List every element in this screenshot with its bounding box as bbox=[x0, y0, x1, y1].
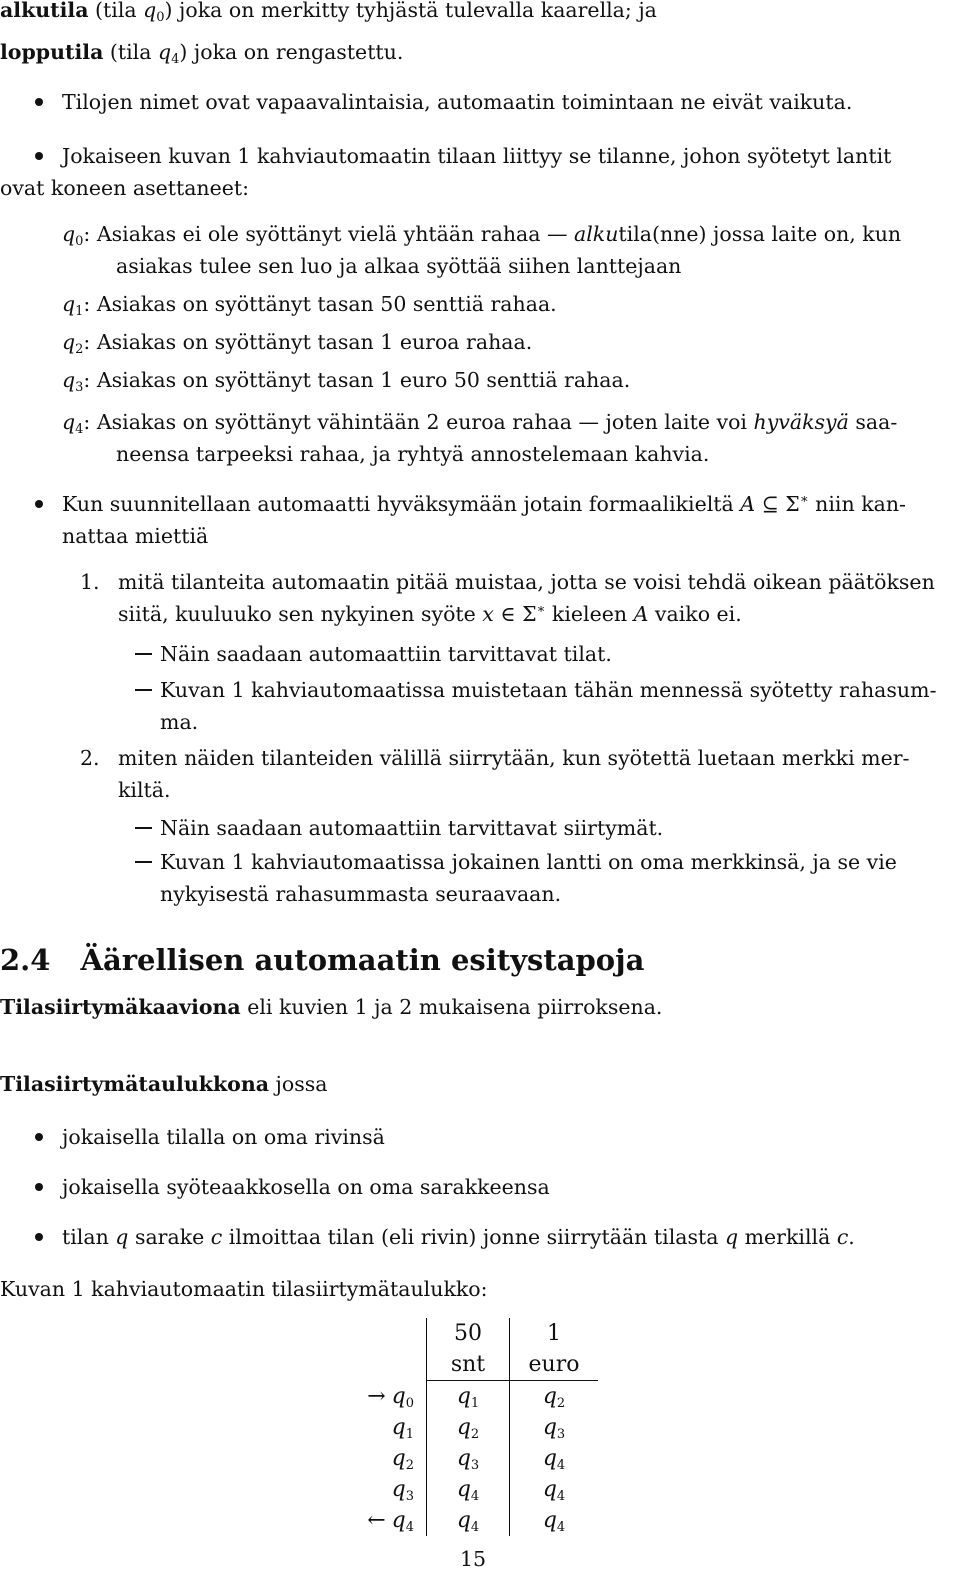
transition-table bbox=[340, 1318, 598, 1536]
alkutila-term: alkutila bbox=[0, 0, 89, 22]
kun-line: Kun suunnitellaan automaatti hyväksymään jotain formaalikieltä A ⊆ Σ∗ niin kan- bbox=[62, 492, 906, 516]
bullet-text: jokaisella tilalla on oma rivinsä bbox=[62, 1125, 385, 1149]
table-row: $q_3$ $q_4$ $q_4$ bbox=[340, 1474, 598, 1505]
dash-item-text: Näin saadaan automaattiin tarvittavat tilat. bbox=[160, 642, 612, 666]
paragraph-table: Tilasiirtymätaulukkona jossa bbox=[0, 1072, 328, 1096]
section-title: Äärellisen automaatin esitystapoja bbox=[80, 943, 645, 977]
table-row: → $q_0$ $q_1$ $q_2$ bbox=[340, 1381, 598, 1413]
dash-mark bbox=[135, 827, 152, 829]
dash-item-text: Kuvan 1 kahviautomaatissa jokainen lantti on oma merkkinsä, ja se vie bbox=[160, 850, 897, 874]
state-q3-desc: $q_3$: Asiakas on syöttänyt tasan 1 euro 50 senttiä rahaa. bbox=[62, 368, 631, 395]
dash-item-text: Näin saadaan automaattiin tarvittavat siirtymät. bbox=[160, 816, 664, 840]
final-arrow-icon: ← bbox=[367, 1508, 386, 1533]
enum-item-text-cont: siitä, kuuluuko sen nykyinen syöte x ∈ Σ∗ kieleen A vaiko ei. bbox=[118, 602, 742, 626]
bullet-dot bbox=[35, 1233, 43, 1241]
kun-line-cont: nattaa miettiä bbox=[62, 524, 209, 548]
enum-item-text-cont: kiltä. bbox=[118, 778, 171, 802]
bullet-dot bbox=[35, 98, 43, 106]
table-row: ← $q_4$ $q_4$ $q_4$ bbox=[340, 1505, 598, 1536]
column-header: 50 snt bbox=[427, 1318, 510, 1381]
start-arrow-icon: → bbox=[367, 1383, 386, 1409]
enum-number: 1. bbox=[80, 570, 100, 594]
bullet-text: Tilojen nimet ovat vapaavalintaisia, automaatin toimintaan ne eivät vaikuta. bbox=[62, 90, 853, 114]
table-header-row bbox=[340, 1318, 598, 1381]
state-q1-desc: $q_1$: Asiakas on syöttänyt tasan 50 senttiä rahaa. bbox=[62, 292, 557, 319]
dash-item-text-cont: nykyisestä rahasummasta seuraavaan. bbox=[160, 882, 562, 906]
bullet-text: jokaisella syöteaakkosella on oma sarakkeensa bbox=[62, 1175, 550, 1199]
state-q4-desc: $q_4$: Asiakas on syöttänyt vähintään 2 euroa rahaa — joten laite voi hyväksyä saa- bbox=[62, 410, 898, 437]
state-q0-desc-cont: asiakas tulee sen luo ja alkaa syöttää siihen lanttejaan bbox=[116, 254, 682, 278]
state-q4-desc-cont: neensa tarpeeksi rahaa, ja ryhtyä annostelemaan kahvia. bbox=[116, 442, 710, 466]
lopputila-line: lopputila (tila $q_4$) joka on rengastettu. bbox=[0, 40, 404, 67]
enum-item-text: mitä tilanteita automaatin pitää muistaa, jotta se voisi tehdä oikean päätöksen bbox=[118, 570, 935, 594]
bullet-text: Jokaiseen kuvan 1 kahviautomaatin tilaan liittyy se tilanne, johon syötetyt lantit bbox=[62, 144, 892, 168]
state-q0-desc: $q_0$: Asiakas ei ole syöttänyt vielä yhtään rahaa — alkutila(nne) jossa laite on, kun bbox=[62, 222, 902, 249]
enum-number: 2. bbox=[80, 746, 100, 770]
dash-item-text-cont: ma. bbox=[160, 710, 199, 734]
table-caption: Kuvan 1 kahviautomaatin tilasiirtymätaulukko: bbox=[0, 1277, 488, 1301]
lopputila-term: lopputila bbox=[0, 40, 104, 64]
bullet-dot bbox=[35, 1183, 43, 1191]
table-row: $q_1$ $q_2$ $q_3$ bbox=[340, 1412, 598, 1443]
bullet-text: tilan q sarake c ilmoittaa tilan (eli rivin) jonne siirrytään tilasta q merkillä c. bbox=[62, 1225, 855, 1249]
bullet-dot bbox=[35, 500, 43, 508]
section-heading bbox=[0, 942, 644, 978]
dash-mark bbox=[135, 861, 152, 863]
dash-mark bbox=[135, 653, 152, 655]
column-header: 1 euro bbox=[510, 1318, 599, 1381]
enum-item-text: miten näiden tilanteiden välillä siirrytään, kun syötettä luetaan merkki mer- bbox=[118, 746, 910, 770]
bullet-text-cont: ovat koneen asettaneet: bbox=[0, 176, 250, 200]
dash-mark bbox=[135, 689, 152, 691]
paragraph-diagram: Tilasiirtymäkaaviona eli kuvien 1 ja 2 mukaisena piirroksena. bbox=[0, 995, 663, 1019]
section-number: 2.4 bbox=[0, 943, 51, 977]
dash-item-text: Kuvan 1 kahviautomaatissa muistetaan tähän mennessä syötetty rahasum- bbox=[160, 678, 937, 702]
state-q2-desc: $q_2$: Asiakas on syöttänyt tasan 1 euroa rahaa. bbox=[62, 330, 533, 357]
alkutila-line: alkutila (tila $q_0$) joka on merkitty tyhjästä tulevalla kaarella; ja bbox=[0, 0, 657, 25]
table-row: $q_2$ $q_3$ $q_4$ bbox=[340, 1443, 598, 1474]
page-number: 15 bbox=[459, 1547, 487, 1571]
bullet-dot bbox=[35, 152, 43, 160]
bullet-dot bbox=[35, 1133, 43, 1141]
